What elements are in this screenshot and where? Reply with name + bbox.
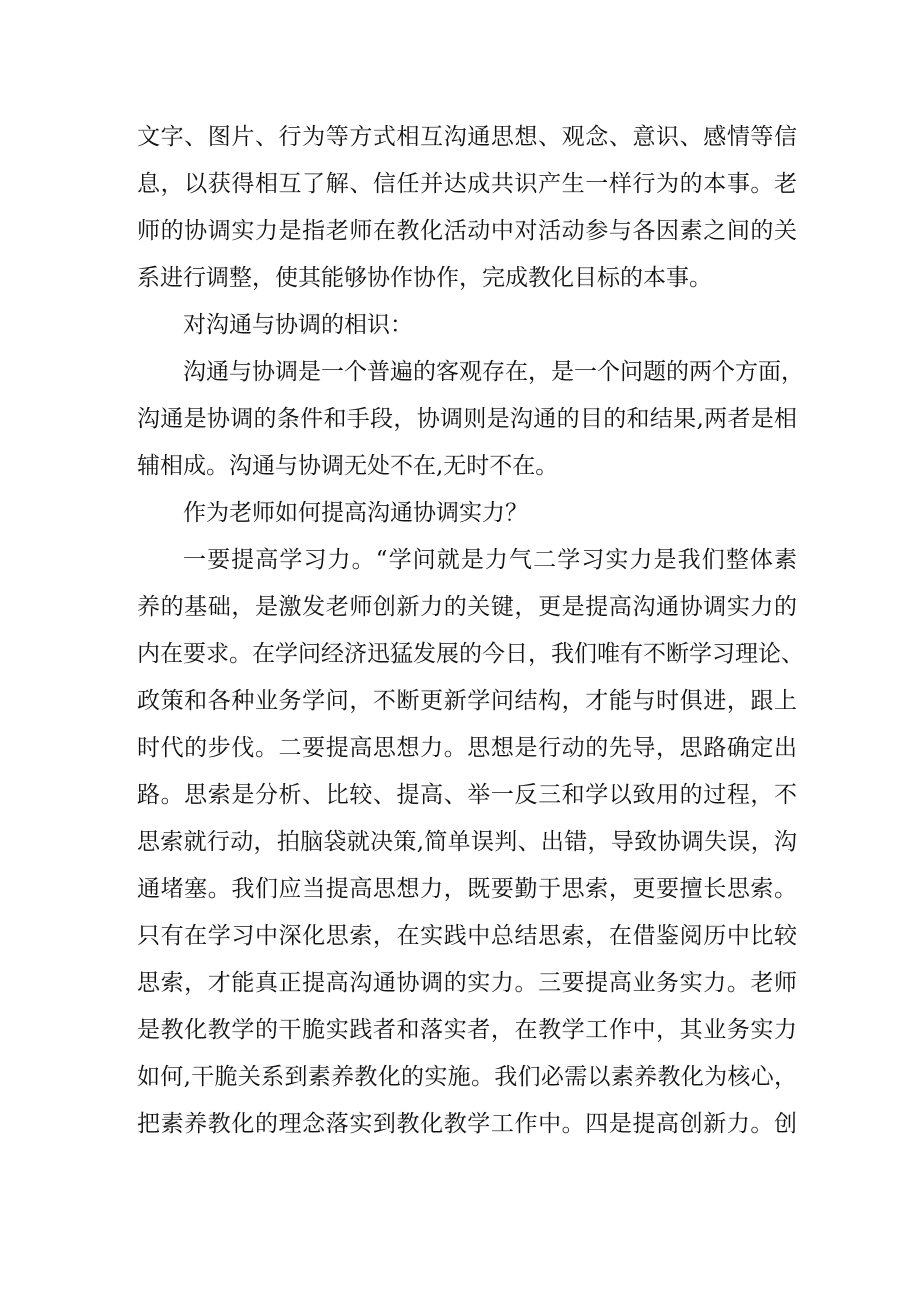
text-line: 是教化教学的干脆实践者和落实者，在教学工作中，其业务实力 — [137, 1017, 797, 1043]
text-line: 辅相成。沟通与协调无处不在,无时不在。 — [137, 453, 559, 479]
text-line: 系进行调整，使其能够协作协作，完成教化目标的本事。 — [137, 265, 712, 291]
text-line: 时代的步伐。二要提高思想力。思想是行动的先导，思路确定出 — [137, 735, 797, 761]
text-line: 内在要求。在学问经济迅猛发展的今日，我们唯有不断学习理论、 — [137, 641, 804, 667]
text-line: 对沟通与协调的相识： — [183, 312, 413, 338]
text-line: 师的协调实力是指老师在教化活动中对活动参与各因素之间的关 — [137, 218, 797, 244]
text-line: 思索，才能真正提高沟通协调的实力。三要提高业务实力。老师 — [137, 970, 797, 996]
text-line: 沟通是协调的条件和手段，协调则是沟通的目的和结果,两者是相 — [137, 406, 797, 432]
text-line: 政策和各种业务学问，不断更新学问结构，才能与时俱进，跟上 — [137, 688, 797, 714]
text-line: 只有在学习中深化思索，在实践中总结思索，在借鉴阅历中比较 — [137, 923, 797, 949]
text-line: 作为老师如何提高沟通协调实力？ — [183, 500, 528, 526]
paragraph-2 — [137, 302, 797, 349]
paragraph-5 — [137, 537, 804, 1148]
paragraph-3 — [137, 349, 804, 490]
paragraph-4 — [137, 490, 797, 537]
paragraph-1 — [137, 114, 797, 302]
text-line: 通堵塞。我们应当提高思想力，既要勤于思索，更要擅长思索。 — [137, 876, 797, 902]
text-line: 路。思索是分析、比较、提高、举一反三和学以致用的过程，不 — [137, 782, 797, 808]
text-line: 养的基础，是激发老师创新力的关键，更是提高沟通协调实力的 — [137, 594, 797, 620]
text-line: 沟通与协调是一个普遍的客观存在，是一个问题的两个方面， — [183, 359, 804, 385]
text-line: 如何,干脆关系到素养教化的实施。我们必需以素养教化为核心， — [137, 1064, 797, 1090]
text-line: 一要提高学习力。“学问就是力气二学习实力是我们整体素 — [183, 547, 797, 573]
text-line: 息，以获得相互了解、信任并达成共识产生一样行为的本事。老 — [137, 171, 797, 197]
text-line: 思索就行动，拍脑袋就决策,简单误判、出错，导致协调失误，沟 — [137, 829, 797, 855]
text-line: 文字、图片、行为等方式相互沟通思想、观念、意识、感情等信 — [137, 124, 797, 150]
text-line: 把素养教化的理念落实到教化教学工作中。四是提高创新力。创 — [137, 1111, 797, 1137]
document-body — [137, 114, 804, 1148]
